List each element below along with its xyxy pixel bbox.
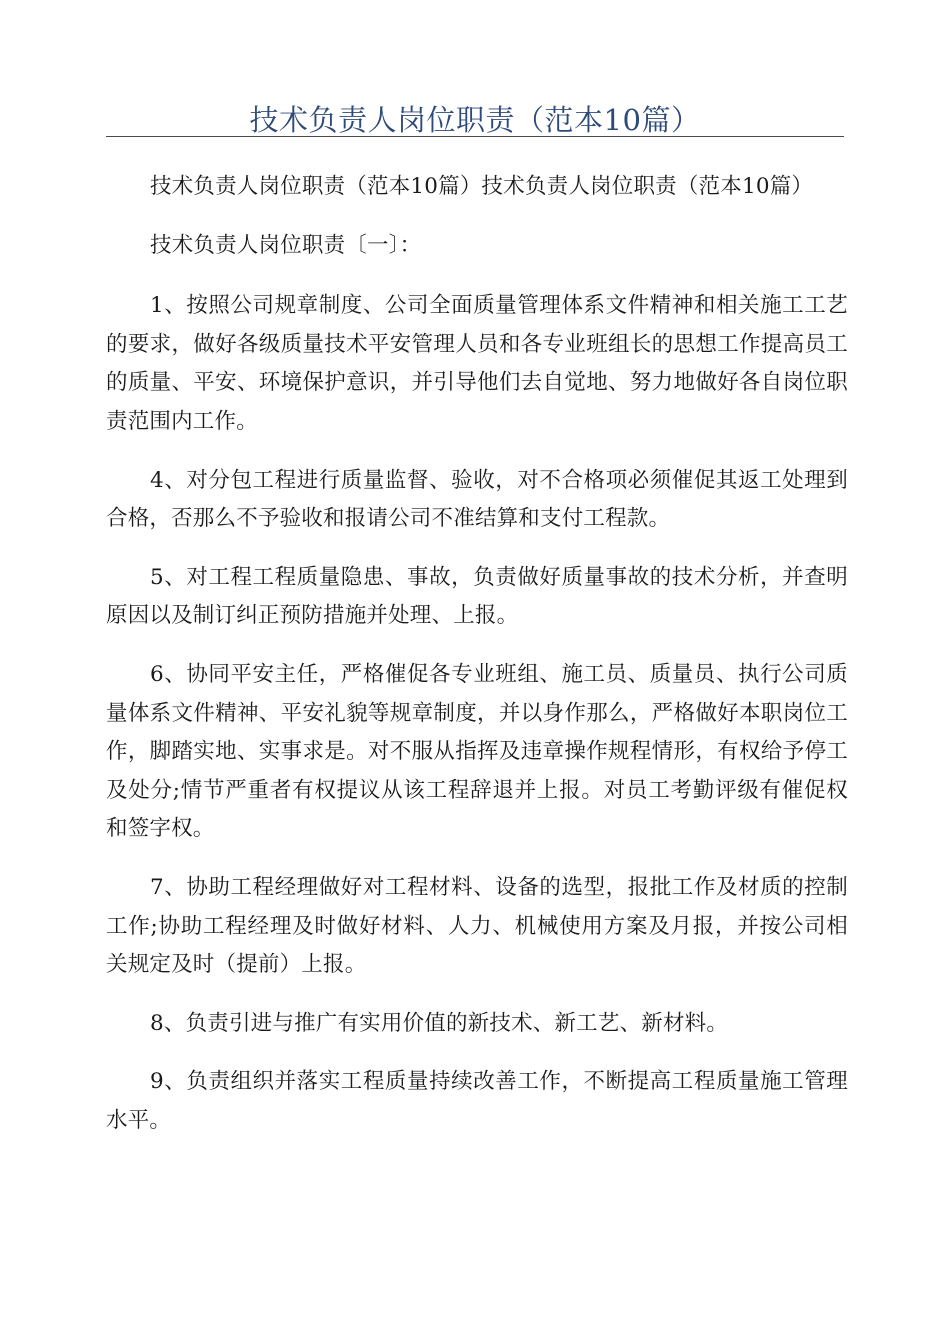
duty-item-8: 8、负责引进与推广有实用价值的新技术、新工艺、新材料。 <box>150 1010 729 1036</box>
duty-item-5: 5、对工程工程质量隐患、事故，负责做好质量事故的技术分析，并查明原因以及制订纠正预防措施并处理、上报。 <box>106 564 848 629</box>
intro-paragraph: 技术负责人岗位职责（范本10篇）技术负责人岗位职责（范本10篇） <box>150 174 814 199</box>
duty-item-1: 1、按照公司规章制度、公司全面质量管理体系文件精神和相关施工工艺的要求，做好各级质量技术平安管理人员和各专业班组长的思想工作提高员工的质量、平安、环境保护意识，并引导他们去自觉地、努力地做好各自岗位职责范围内工作。 <box>106 293 848 434</box>
duty-item-4: 4、对分包工程进行质量监督、验收，对不合格项必须催促其返工处理到合格，否那么不予验收和报请公司不准结算和支付工程款。 <box>106 467 848 532</box>
document-title: 技术负责人岗位职责（范本10篇） <box>249 103 701 137</box>
duty-item-9: 9、负责组织并落实工程质量持续改善工作，不断提高工程质量施工管理水平。 <box>106 1069 848 1133</box>
duty-item-7: 7、协助工程经理做好对工程材料、设备的选型，报批工作及材质的控制工作;协助工程经理及时做好材料、人力、机械使用方案及月报，并按公司相关规定及时（提前）上报。 <box>106 874 848 978</box>
section-heading: 技术负责人岗位职责〔一〕： <box>150 232 422 258</box>
document-body <box>106 168 848 1160</box>
duty-item-6: 6、协同平安主任，严格催促各专业班组、施工员、质量员、执行公司质量体系文件精神、平安礼貌等规章制度，并以身作那么，严格做好本职岗位工作，脚踏实地、实事求是。对不服从指挥及违章操作规程情形，有权给予停工及处分;情节严重者有权提议从该工程辞退并上报。对员工考勤评级有催促权和签字权。 <box>106 661 848 842</box>
title-underline <box>106 136 844 137</box>
